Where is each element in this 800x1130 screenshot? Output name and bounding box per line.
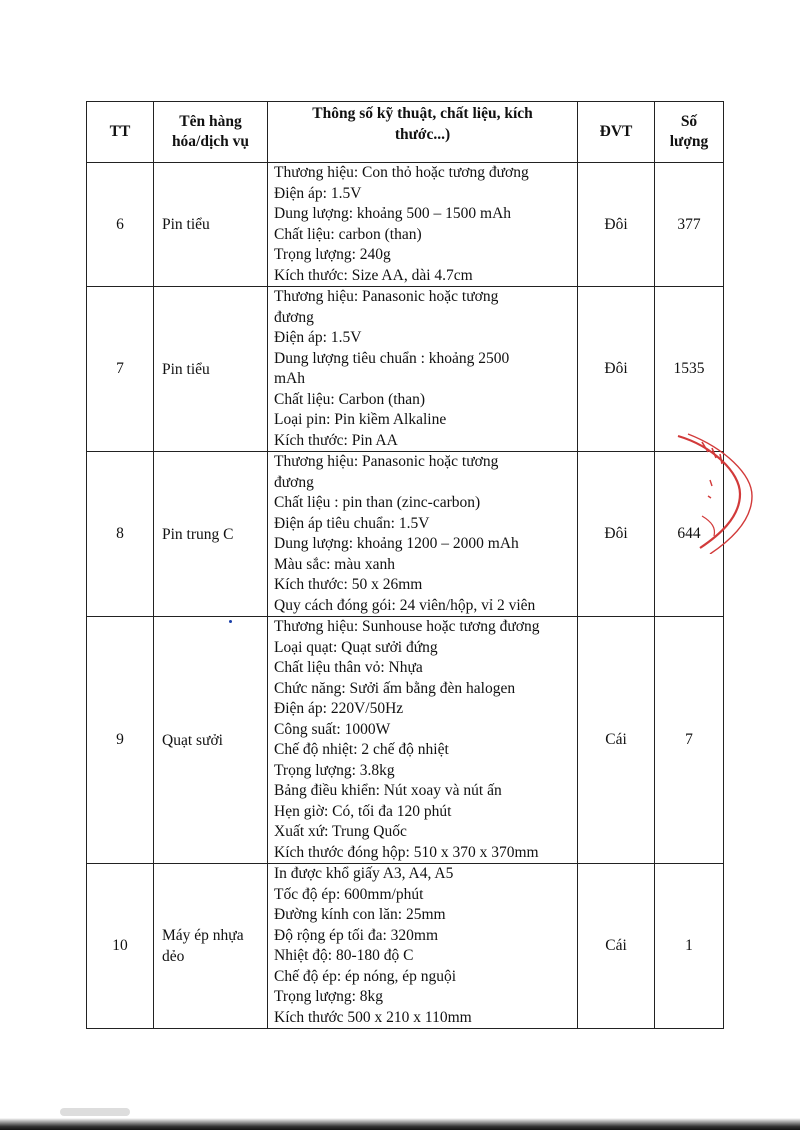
row-tt: 9 — [87, 617, 154, 864]
spec-line: Hẹn giờ: Có, tối đa 120 phút — [274, 802, 452, 820]
row-specs — [268, 617, 578, 864]
row-tt: 6 — [87, 163, 154, 287]
spec-line: Điện áp: 220V/50Hz — [274, 700, 404, 717]
row-specs — [268, 452, 578, 617]
row-qty: 377 — [655, 163, 724, 287]
spec-line: Kích thước đóng hộp: 510 x 370 x 370mm — [274, 843, 539, 861]
spec-line: Dung lượng: khoảng 500 – 1500 mAh — [274, 205, 512, 222]
header-qty: Số lượng — [655, 102, 724, 163]
spec-line: đương — [274, 473, 314, 491]
row-tt: 10 — [87, 864, 154, 1029]
spec-line: Thương hiệu: Con thỏ hoặc tương đương — [274, 164, 529, 181]
row-qty: 644 — [655, 452, 724, 617]
row-specs — [268, 163, 578, 287]
spec-line: Chất liệu : pin than (zinc-carbon) — [274, 494, 481, 511]
spec-line: Chức năng: Sưởi ấm bằng đèn halogen — [274, 679, 516, 697]
row-name: Pin trung C — [154, 452, 268, 617]
header-unit: ĐVT — [578, 102, 655, 163]
row-qty: 1535 — [655, 287, 724, 452]
spec-line: Chất liệu: Carbon (than) — [274, 390, 426, 408]
spec-line: Xuất xứ: Trung Quốc — [274, 823, 407, 840]
row-tt: 7 — [87, 287, 154, 452]
spec-line: Điện áp: 1.5V — [274, 329, 362, 346]
spec-line: Công suất: 1000W — [274, 720, 391, 738]
scan-shadow — [60, 1108, 130, 1116]
spec-line: In được khổ giấy A3, A4, A5 — [274, 865, 454, 882]
header-spec: Thông số kỹ thuật, chất liệu, kích thước...) — [268, 102, 578, 163]
spec-line: Nhiệt độ: 80-180 độ C — [274, 947, 414, 964]
row-qty: 7 — [655, 617, 724, 864]
spec-line: Kích thước: Pin AA — [274, 431, 398, 449]
spec-line: Loại quạt: Quạt sưởi đứng — [274, 638, 438, 656]
row-unit: Đôi — [578, 287, 655, 452]
row-specs — [268, 287, 578, 452]
row-unit: Đôi — [578, 163, 655, 287]
spec-line: Trọng lượng: 240g — [274, 246, 391, 263]
red-seal-stamp — [672, 432, 762, 554]
table-row — [87, 617, 724, 864]
spec-line: Bảng điều khiển: Nút xoay và nút ấn — [274, 782, 502, 799]
row-unit: Cái — [578, 864, 655, 1029]
scan-edge — [0, 1118, 800, 1130]
spec-line: Trọng lượng: 8kg — [274, 988, 384, 1005]
header-tt: TT — [87, 102, 154, 163]
table-row — [87, 864, 724, 1029]
row-qty: 1 — [655, 864, 724, 1029]
spec-line: Chế độ ép: ép nóng, ép nguội — [274, 967, 457, 985]
spec-line: Kích thước: Size AA, dài 4.7cm — [274, 266, 473, 284]
spec-line: Dung lượng tiêu chuẩn : khoảng 2500 — [274, 349, 510, 367]
spec-table — [86, 101, 724, 1029]
spec-line: Chất liệu thân vỏ: Nhựa — [274, 659, 423, 676]
table-row — [87, 287, 724, 452]
spec-line: Đường kính con lăn: 25mm — [274, 906, 446, 923]
row-unit: Đôi — [578, 452, 655, 617]
row-name: Pin tiểu — [154, 287, 268, 452]
spec-line: mAh — [274, 370, 305, 387]
table-body — [87, 163, 724, 1029]
spec-line: Thương hiệu: Panasonic hoặc tương — [274, 453, 499, 470]
row-name: Pin tiểu — [154, 163, 268, 287]
spec-line: Quy cách đóng gói: 24 viên/hộp, vỉ 2 viên — [274, 596, 536, 614]
spec-line: Dung lượng: khoảng 1200 – 2000 mAh — [274, 535, 519, 552]
spec-line: Điện áp tiêu chuẩn: 1.5V — [274, 514, 430, 532]
header-name: Tên hàng hóa/dịch vụ — [154, 102, 268, 163]
row-name: Máy ép nhựa dẻo — [154, 864, 268, 1029]
spec-line: Tốc độ ép: 600mm/phút — [274, 885, 424, 903]
row-tt: 8 — [87, 452, 154, 617]
spec-line: Loại pin: Pin kiềm Alkaline — [274, 411, 447, 428]
spec-line: Độ rộng ép tối đa: 320mm — [274, 926, 439, 944]
table-row — [87, 163, 724, 287]
spec-line: Thương hiệu: Panasonic hoặc tương — [274, 288, 499, 305]
table-row — [87, 452, 724, 617]
spec-line: Trọng lượng: 3.8kg — [274, 761, 395, 779]
spec-line: Thương hiệu: Sunhouse hoặc tương đương — [274, 618, 540, 635]
spec-line: Kích thước 500 x 210 x 110mm — [274, 1008, 472, 1026]
spec-line: Chất liệu: carbon (than) — [274, 225, 422, 243]
row-unit: Cái — [578, 617, 655, 864]
table-header-row — [87, 102, 724, 163]
ink-dot — [229, 620, 232, 623]
spec-line: đương — [274, 308, 314, 326]
row-name: Quạt sưởi — [154, 617, 268, 864]
spec-line: Chế độ nhiệt: 2 chế độ nhiệt — [274, 741, 449, 758]
spec-line: Kích thước: 50 x 26mm — [274, 576, 423, 593]
row-specs — [268, 864, 578, 1029]
spec-line: Điện áp: 1.5V — [274, 184, 362, 202]
spec-line: Màu sắc: màu xanh — [274, 555, 395, 573]
